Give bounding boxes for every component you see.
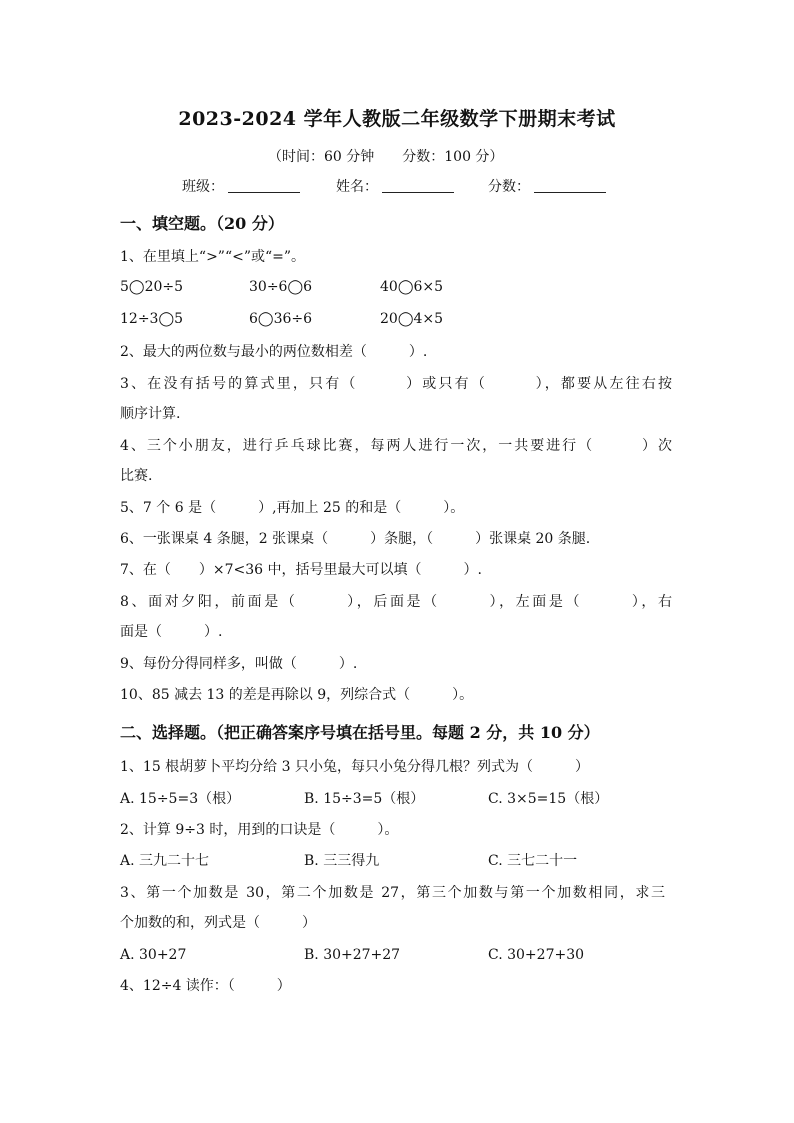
score-blank[interactable] — [534, 178, 606, 193]
section-heading-choice: 二、选择题。（把正确答案序号填在括号里。每题 2 分，共 10 分） — [120, 723, 600, 742]
time-limit: （时间：60 分钟 — [268, 149, 375, 165]
question-4-line2: 比赛. — [120, 468, 153, 484]
compare-item: 5◯20÷5 — [120, 279, 184, 295]
compare-item: 30÷6◯6 — [249, 279, 313, 295]
option-b[interactable]: B. 三三得九 — [304, 853, 380, 869]
question-4-line1: 4、三个小朋友，进行乒乓球比赛，每两人进行一次，一共要进行（ ）次 — [120, 438, 672, 454]
total-score: 分数：100 分） — [402, 149, 504, 165]
exam-subtitle — [268, 146, 531, 166]
name-field — [336, 176, 454, 196]
option-a[interactable]: A. 三九二十七 — [120, 853, 210, 869]
score-field — [488, 176, 606, 196]
score-label: 分数： — [488, 179, 530, 195]
question-7: 7、在（ ）×7<36 中，括号里最大可以填（ ）. — [120, 562, 482, 578]
compare-item: 20◯4×5 — [380, 311, 444, 327]
option-b[interactable]: B. 30+27+27 — [304, 947, 401, 963]
question-5: 5、7 个 6 是（ ）,再加上 25 的和是（ ）。 — [120, 500, 465, 516]
option-c[interactable]: C. 3×5=15（根） — [488, 791, 609, 807]
choice-question-1: 1、15 根胡萝卜平均分给 3 只小兔，每只小兔分得几根？列式为（ ） — [120, 759, 589, 775]
class-blank[interactable] — [228, 178, 300, 193]
option-c[interactable]: C. 三七二十一 — [488, 853, 578, 869]
question-6: 6、一张课桌 4 条腿，2 张课桌（ ）条腿，（ ）张课桌 20 条腿. — [120, 531, 591, 547]
choice-question-3-line2: 个加数的和，列式是（ ） — [120, 915, 316, 931]
class-label: 班级： — [182, 179, 224, 195]
question-1: 1、在里填上“>”“<”或“=”。 — [120, 249, 306, 265]
section-heading-fill-blank: 一、填空题。（20 分） — [120, 214, 284, 233]
question-2: 2、最大的两位数与最小的两位数相差（ ）. — [120, 344, 428, 360]
option-b[interactable]: B. 15÷3=5（根） — [304, 791, 425, 807]
class-field — [182, 176, 300, 196]
name-blank[interactable] — [382, 178, 454, 193]
option-a[interactable]: A. 30+27 — [120, 947, 187, 963]
choice-question-3-line1: 3、第一个加数是 30，第二个加数是 27，第三个加数与第一个加数相同，求三 — [120, 885, 665, 901]
page-title: 2023-2024 学年人教版二年级数学下册期末考试 — [178, 108, 616, 130]
question-8-line2: 面是（ ）. — [120, 624, 223, 640]
question-3-line1: 3、在没有括号的算式里，只有（ ）或只有（ ），都要从左往右按 — [120, 376, 672, 392]
question-3-line2: 顺序计算. — [120, 406, 181, 422]
option-a[interactable]: A. 15÷5=3（根） — [120, 791, 241, 807]
compare-item: 6◯36÷6 — [249, 311, 313, 327]
compare-item: 12÷3◯5 — [120, 311, 184, 327]
choice-question-2: 2、计算 9÷3 时，用到的口诀是（ ）。 — [120, 822, 399, 838]
choice-question-4: 4、12÷4 读作：（ ） — [120, 978, 291, 994]
question-8-line1: 8、面对夕阳，前面是（ ），后面是（ ），左面是（ ），右 — [120, 594, 672, 610]
option-c[interactable]: C. 30+27+30 — [488, 947, 585, 963]
compare-item: 40◯6×5 — [380, 279, 444, 295]
name-label: 姓名： — [336, 179, 378, 195]
question-9: 9、每份分得同样多，叫做（ ）. — [120, 656, 358, 672]
question-10: 10、85 减去 13 的差是再除以 9，列综合式（ ）。 — [120, 687, 474, 703]
